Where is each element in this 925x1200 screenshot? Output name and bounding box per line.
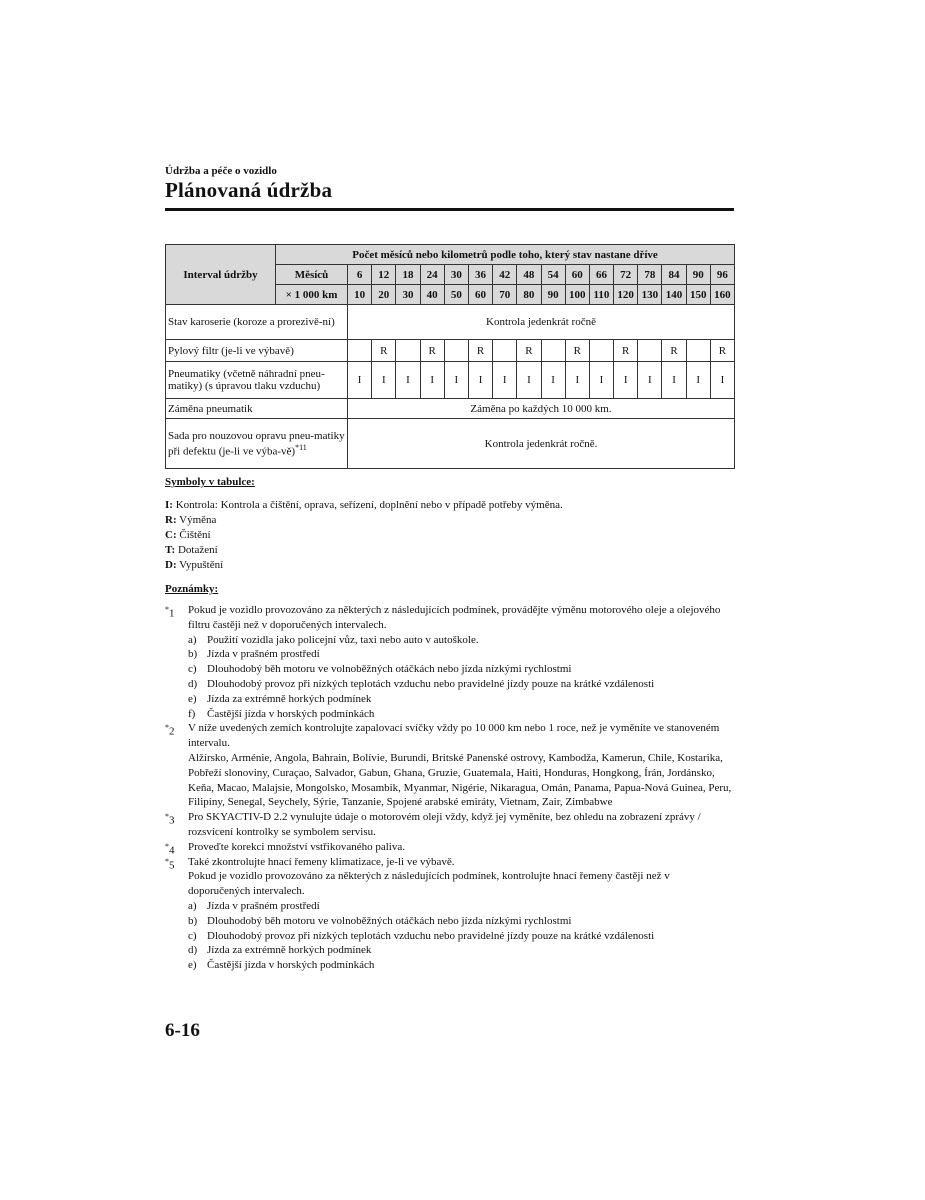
note-sub-item: e) Jízda za extrémně horkých podmínek: [188, 692, 372, 705]
row-item: Stav karoserie (koroze a prorezivě-ní): [166, 305, 348, 340]
schedule-cell: I: [348, 362, 372, 399]
note-2: *2 V níže uvedených zemích kontrolujte zapalovací svíčky vždy po 10 000 km nebo 1 roce, než je vyměníte ve stanoveném intervalu. Alžírsko, Arménie, Angola, Bahrain, Bolívie, Burundi, Britské Panenské ostrovy, Kambodža, Kamerun, Chile, Kostarika, Pobřeží slonoviny, Curaçao, Salvador, Gabun, Ghana, Gruzie, Guatemala, Haiti, Honduras, Hongkong, Írán, Jordánsko, Keňa, Macao, Malajsie, Mongolsko, Mosambik, Myanmar, Nigérie, Nikaragua, Omán, Panama, Papua-Nová Guinea, Peru, Filipíny, Senegal, Seychely, Sýrie, Tanzanie, Spojené arabské emiráty, Vietnam, Zair, Zimbabwe: [165, 721, 734, 810]
note-sub-item: a) Použití vozidla jako policejní vůz, taxi nebo auto v autoškole.: [188, 633, 479, 646]
months-cell: 42: [493, 265, 517, 285]
months-cell: 72: [614, 265, 638, 285]
table-row: [166, 340, 735, 362]
symbol-item: I: Kontrola: Kontrola a čištění, oprava, seřízení, doplnění nebo v případě potřeby výměna.: [165, 499, 563, 511]
note-1: *1 Pokud je vozidlo provozováno za některých z následujících podmínek, provádějte výměnu motorového oleje a olejového filtru častěji než v doporučených intervalech. a) Použití vozidla jako policejní vůz, taxi nebo auto v autoškole. b) Jízda v prašném prostředí c) Dlouhodobý běh motoru ve volnoběžných otáčkách nebo jízda nízkými rychlostmi d) Dlouhodobý provoz při nízkých teplotách vzduchu nebo pravidelné jízdy pouze na krátké vzdálenosti e) Jízda za extrémně horkých podmínek f) Častější jízda v horských podmínkách: [165, 603, 734, 721]
schedule-cell: R: [372, 340, 396, 362]
schedule-cell: R: [710, 340, 734, 362]
schedule-cell: [444, 340, 468, 362]
note-4: *4 Proveďte korekci množství vstřikovaného paliva.: [165, 840, 405, 857]
schedule-cell: I: [710, 362, 734, 399]
months-cell: 30: [444, 265, 468, 285]
note-sub-item: f) Častější jízda v horských podmínkách: [188, 707, 375, 720]
table-row: [166, 362, 735, 399]
schedule-cell: I: [468, 362, 492, 399]
country-list: Alžírsko, Arménie, Angola, Bahrain, Bolívie, Burundi, Britské Panenské ostrovy, Kambodža, Kamerun, Chile, Kostarika, Pobřeží slonoviny, Curaçao, Salvador, Gabun, Ghana, Gruzie, Guatemala, Haiti, Honduras, Hongkong, Írán, Jordánsko, Keňa, Macao, Malajsie, Mongolsko, Mosambik, Myanmar, Nigérie, Nikaragua, Omán, Panama, Papua-Nová Guinea, Peru, Filipíny, Senegal, Seychely, Sýrie, Tanzanie, Spojené arabské emiráty, Vietnam, Zair, Zimbabwe: [188, 751, 732, 809]
schedule-cell: I: [638, 362, 662, 399]
row-item: Pneumatiky (včetně náhradní pneu-matiky) (s úpravou tlaku vzduchu): [166, 362, 348, 399]
months-cell: 90: [686, 265, 710, 285]
schedule-cell: I: [541, 362, 565, 399]
symbol-item: R: Výměna: [165, 514, 217, 526]
schedule-cell: I: [493, 362, 517, 399]
months-cell: 66: [589, 265, 613, 285]
months-cell: 60: [565, 265, 589, 285]
km-cell: 150: [686, 285, 710, 305]
row-note: Záměna po každých 10 000 km.: [348, 399, 735, 419]
note-sub-item: a) Jízda v prašném prostředí: [188, 899, 320, 912]
page-number: 6-16: [165, 1020, 200, 1041]
schedule-cell: I: [662, 362, 686, 399]
symbol-item: D: Vypuštění: [165, 559, 224, 571]
note-sub-item: d) Dlouhodobý provoz při nízkých teplotách vzduchu nebo pravidelné jízdy pouze na krátké vzdálenosti: [188, 677, 655, 690]
km-cell: 70: [493, 285, 517, 305]
schedule-cell: I: [614, 362, 638, 399]
km-cell: 40: [420, 285, 444, 305]
schedule-cell: R: [614, 340, 638, 362]
table-header-row: [166, 245, 735, 265]
km-cell: 30: [396, 285, 420, 305]
months-cell: 84: [662, 265, 686, 285]
km-cell: 80: [517, 285, 541, 305]
symbols-heading: Symboly v tabulce:: [165, 476, 255, 488]
section-label: Údržba a péče o vozidlo: [165, 165, 277, 177]
schedule-cell: [348, 340, 372, 362]
km-cell: 140: [662, 285, 686, 305]
notes-list: [165, 603, 734, 973]
symbol-item: T: Dotažení: [165, 544, 218, 556]
top-header: Počet měsíců nebo kilometrů podle toho, který stav nastane dříve: [276, 245, 735, 265]
schedule-cell: [541, 340, 565, 362]
schedule-cell: [638, 340, 662, 362]
km-cell: 10: [348, 285, 372, 305]
km-cell: 60: [468, 285, 492, 305]
note-sub-item: b) Jízda v prašném prostředí: [188, 648, 320, 661]
km-cell: 100: [565, 285, 589, 305]
row-note: Kontrola jedenkrát ročně.: [348, 419, 735, 469]
months-cell: 48: [517, 265, 541, 285]
months-cell: 36: [468, 265, 492, 285]
maintenance-table: [165, 244, 735, 469]
row-item: Pylový filtr (je-li ve výbavě): [166, 340, 348, 362]
schedule-cell: [589, 340, 613, 362]
months-cell: 78: [638, 265, 662, 285]
months-cell: 96: [710, 265, 734, 285]
schedule-cell: I: [420, 362, 444, 399]
schedule-cell: R: [565, 340, 589, 362]
title-divider: [165, 208, 734, 211]
km-label: × 1 000 km: [276, 285, 348, 305]
km-cell: 50: [444, 285, 468, 305]
months-cell: 24: [420, 265, 444, 285]
note-3: *3 Pro SKYACTIV-D 2.2 vynulujte údaje o motorovém oleji vždy, když jej vyměníte, bez ohledu na zobrazení zprávy / rozsvícení kontrolky se symbolem servisu.: [165, 811, 701, 838]
months-label: Měsíců: [276, 265, 348, 285]
table-row: [166, 399, 735, 419]
km-cell: 120: [614, 285, 638, 305]
schedule-cell: R: [468, 340, 492, 362]
table-row: [166, 419, 735, 469]
notes-heading: Poznámky:: [165, 583, 219, 595]
note-sub-item: e) Častější jízda v horských podmínkách: [188, 959, 375, 972]
note-sub-item: b) Dlouhodobý běh motoru ve volnoběžných otáčkách nebo jízda nízkými rychlostmi: [188, 914, 572, 927]
months-cell: 54: [541, 265, 565, 285]
schedule-cell: [686, 340, 710, 362]
row-item: Sada pro nouzovou opravu pneu-matiky při defektu (je-li ve výba-vě)$^{*11}$: [166, 419, 348, 469]
km-cell: 110: [589, 285, 613, 305]
schedule-cell: I: [396, 362, 420, 399]
km-cell: 90: [541, 285, 565, 305]
note-sub-item: d) Jízda za extrémně horkých podmínek: [188, 944, 372, 957]
schedule-cell: [493, 340, 517, 362]
row-item: Záměna pneumatik: [166, 399, 348, 419]
schedule-cell: R: [420, 340, 444, 362]
schedule-cell: R: [662, 340, 686, 362]
schedule-cell: I: [589, 362, 613, 399]
page-title: Plánovaná údržba: [165, 178, 333, 202]
km-cell: 20: [372, 285, 396, 305]
note-5: *5 Také zkontrolujte hnací řemeny klimatizace, je-li ve výbavě. Pokud je vozidlo provozováno za některých z následujících podmínek, kontrolujte hnací řemeny častěji než v doporučených intervalech. a) Jízda v prašném prostředí b) Dlouhodobý běh motoru ve volnoběžných otáčkách nebo jízda nízkými rychlostmi c) Dlouhodobý provoz při nízkých teplotách vzduchu nebo pravidelné jízdy pouze na krátké vzdálenosti d) Jízda za extrémně horkých podmínek e) Častější jízda v horských podmínkách: [165, 855, 734, 973]
note-sub-item: c) Dlouhodobý provoz při nízkých teplotách vzduchu nebo pravidelné jízdy pouze na krátké vzdálenosti: [188, 929, 655, 942]
row-note: Kontrola jedenkrát ročně: [348, 305, 735, 340]
schedule-cell: I: [517, 362, 541, 399]
months-cell: 6: [348, 265, 372, 285]
km-cell: 160: [710, 285, 734, 305]
schedule-cell: I: [444, 362, 468, 399]
symbol-item: C: Čištění: [165, 529, 211, 541]
months-cell: 12: [372, 265, 396, 285]
table-row: [166, 305, 735, 340]
schedule-cell: R: [517, 340, 541, 362]
months-cell: 18: [396, 265, 420, 285]
km-cell: 130: [638, 285, 662, 305]
interval-header: Interval údržby: [166, 245, 276, 305]
schedule-cell: [396, 340, 420, 362]
symbols-list: [165, 498, 563, 573]
schedule-cell: I: [686, 362, 710, 399]
schedule-cell: I: [565, 362, 589, 399]
note-sub-item: c) Dlouhodobý běh motoru ve volnoběžných otáčkách nebo jízda nízkými rychlostmi: [188, 663, 572, 676]
schedule-cell: I: [372, 362, 396, 399]
